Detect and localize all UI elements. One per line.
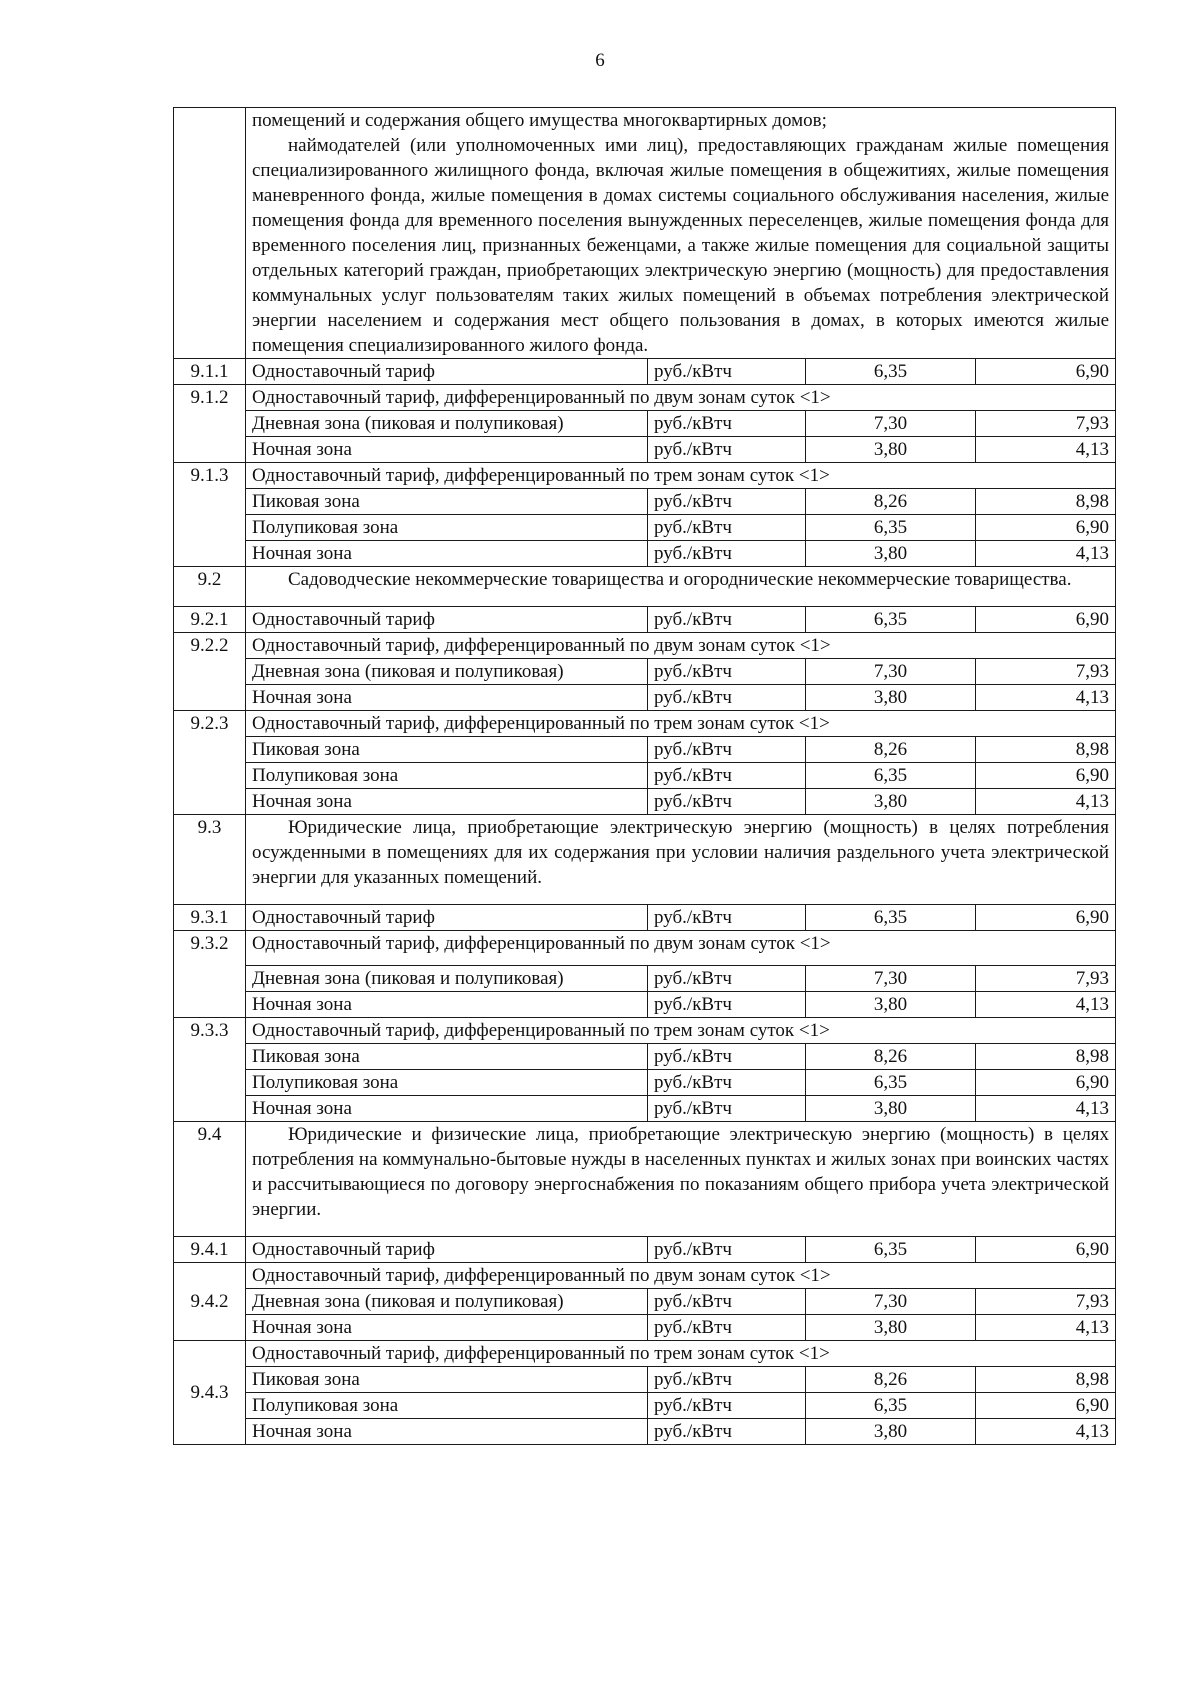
value-second-half: 6,90 xyxy=(976,607,1116,633)
value-second-half: 6,90 xyxy=(976,763,1116,789)
category-description xyxy=(246,567,1116,607)
value-first-half: 6,35 xyxy=(806,607,976,633)
value-first-half: 3,80 xyxy=(806,1315,976,1341)
value-first-half: 3,80 xyxy=(806,437,976,463)
tariff-name: Одноставочный тариф, дифференцированный по двум зонам суток <1> xyxy=(246,1263,1116,1289)
value-second-half: 4,13 xyxy=(976,789,1116,815)
zone-name: Дневная зона (пиковая и полупиковая) xyxy=(246,966,648,992)
table-row xyxy=(174,1070,1116,1096)
value-second-half: 7,93 xyxy=(976,966,1116,992)
value-second-half: 7,93 xyxy=(976,1289,1116,1315)
unit-cell: руб./кВтч xyxy=(648,1070,806,1096)
value-second-half: 6,90 xyxy=(976,1070,1116,1096)
table-row xyxy=(174,1044,1116,1070)
zone-name: Ночная зона xyxy=(246,685,648,711)
value-first-half: 8,26 xyxy=(806,1367,976,1393)
page-number: 6 xyxy=(595,50,605,71)
table-row xyxy=(174,1419,1116,1445)
row-number: 9.1.2 xyxy=(174,385,246,463)
zone-name: Ночная зона xyxy=(246,1419,648,1445)
value-first-half: 6,35 xyxy=(806,359,976,385)
value-first-half: 3,80 xyxy=(806,789,976,815)
table-row xyxy=(174,1315,1116,1341)
value-second-half: 6,90 xyxy=(976,1393,1116,1419)
value-second-half: 8,98 xyxy=(976,1367,1116,1393)
value-second-half: 4,13 xyxy=(976,992,1116,1018)
value-second-half: 7,93 xyxy=(976,411,1116,437)
unit-cell: руб./кВтч xyxy=(648,1367,806,1393)
table-row xyxy=(174,515,1116,541)
table-row xyxy=(174,966,1116,992)
tariff-name: Одноставочный тариф, дифференцированный по трем зонам суток <1> xyxy=(246,711,1116,737)
table-row xyxy=(174,763,1116,789)
unit-cell: руб./кВтч xyxy=(648,737,806,763)
zone-name: Дневная зона (пиковая и полупиковая) xyxy=(246,659,648,685)
value-first-half: 8,26 xyxy=(806,1044,976,1070)
table-row xyxy=(174,1096,1116,1122)
value-second-half: 6,90 xyxy=(976,1237,1116,1263)
value-second-half: 4,13 xyxy=(976,1419,1116,1445)
table-row xyxy=(174,411,1116,437)
unit-cell: руб./кВтч xyxy=(648,1044,806,1070)
row-number: 9.2.3 xyxy=(174,711,246,815)
value-first-half: 6,35 xyxy=(806,905,976,931)
row-number: 9.2.1 xyxy=(174,607,246,633)
tariff-name: Одноставочный тариф, дифференцированный по трем зонам суток <1> xyxy=(246,1018,1116,1044)
unit-cell: руб./кВтч xyxy=(648,966,806,992)
table-row xyxy=(174,463,1116,489)
tariff-name: Одноставочный тариф, дифференцированный по трем зонам суток <1> xyxy=(246,463,1116,489)
table-row xyxy=(174,437,1116,463)
category-text: Юридические и физические лица, приобретающие электрическую энергию (мощность) в целях потребления на коммунально-бытовые нужды в населенных пунктах и жилых зонах при воинских частях и рассчитывающиеся по договору энергоснабжения по показаниям общего прибора учета электрической энергии. xyxy=(252,1124,1110,1220)
unit-cell: руб./кВтч xyxy=(648,1237,806,1263)
table-row xyxy=(174,789,1116,815)
value-first-half: 7,30 xyxy=(806,966,976,992)
table-row xyxy=(174,992,1116,1018)
row-number: 9.4.2 xyxy=(174,1263,246,1341)
value-first-half: 3,80 xyxy=(806,685,976,711)
row-number: 9.1.3 xyxy=(174,463,246,567)
unit-cell: руб./кВтч xyxy=(648,789,806,815)
row-number: 9.4.3 xyxy=(174,1341,246,1445)
table-row xyxy=(174,711,1116,737)
value-first-half: 6,35 xyxy=(806,1393,976,1419)
zone-name: Пиковая зона xyxy=(246,737,648,763)
unit-cell: руб./кВтч xyxy=(648,685,806,711)
tariff-name: Одноставочный тариф, дифференцированный по двум зонам суток <1> xyxy=(246,385,1116,411)
unit-cell: руб./кВтч xyxy=(648,359,806,385)
table-row xyxy=(174,931,1116,966)
value-second-half: 8,98 xyxy=(976,1044,1116,1070)
row-number: 9.3.3 xyxy=(174,1018,246,1122)
table-row xyxy=(174,1393,1116,1419)
row-number xyxy=(174,108,246,359)
row-number: 9.2.2 xyxy=(174,633,246,711)
tariff-name: Одноставочный тариф xyxy=(246,359,648,385)
value-first-half: 3,80 xyxy=(806,1419,976,1445)
unit-cell: руб./кВтч xyxy=(648,992,806,1018)
table-row xyxy=(174,685,1116,711)
table-row xyxy=(174,815,1116,905)
zone-name: Ночная зона xyxy=(246,1096,648,1122)
value-second-half: 4,13 xyxy=(976,437,1116,463)
value-second-half: 4,13 xyxy=(976,1096,1116,1122)
table-row xyxy=(174,1122,1116,1237)
value-first-half: 6,35 xyxy=(806,1237,976,1263)
value-first-half: 6,35 xyxy=(806,1070,976,1096)
zone-name: Дневная зона (пиковая и полупиковая) xyxy=(246,1289,648,1315)
intro-paragraph: наймодателей (или уполномоченных ими лиц), предоставляющих гражданам жилые помещения специализированного жилищного фонда, включая жилые помещения в общежитиях, жилые помещения маневренного фонда, жилые помещения в домах системы социального обслуживания населения, жилые помещения фонда для временного поселения вынужденных переселенцев, жилые помещения фонда для временного поселения лиц, признанных беженцами, а также жилые помещения для социальной защиты отдельных категорий граждан, приобретающих электрическую энергию (мощность) для предоставления коммунальных услуг пользователям таких жилых помещений в объемах потребления электрической энергии населением и содержания мест общего пользования в домах, в которых имеются жилые помещения специализированного жилого фонда. xyxy=(252,135,1110,356)
category-text: Садоводческие некоммерческие товарищества и огороднические некоммерческие товарищества. xyxy=(288,569,1072,590)
row-number: 9.4 xyxy=(174,1122,246,1237)
value-first-half: 3,80 xyxy=(806,992,976,1018)
unit-cell: руб./кВтч xyxy=(648,411,806,437)
row-number: 9.3.2 xyxy=(174,931,246,1018)
tariff-name: Одноставочный тариф, дифференцированный по трем зонам суток <1> xyxy=(246,1341,1116,1367)
category-description xyxy=(246,108,1116,359)
zone-name: Полупиковая зона xyxy=(246,1393,648,1419)
table-row xyxy=(174,659,1116,685)
unit-cell: руб./кВтч xyxy=(648,607,806,633)
unit-cell: руб./кВтч xyxy=(648,905,806,931)
zone-name: Ночная зона xyxy=(246,541,648,567)
table-row xyxy=(174,1263,1116,1289)
zone-name: Пиковая зона xyxy=(246,489,648,515)
table-row xyxy=(174,607,1116,633)
table-row xyxy=(174,108,1116,359)
category-description xyxy=(246,815,1116,905)
row-number: 9.3 xyxy=(174,815,246,905)
value-first-half: 3,80 xyxy=(806,541,976,567)
value-second-half: 6,90 xyxy=(976,515,1116,541)
value-first-half: 6,35 xyxy=(806,763,976,789)
value-second-half: 6,90 xyxy=(976,359,1116,385)
table-row xyxy=(174,385,1116,411)
value-second-half: 4,13 xyxy=(976,685,1116,711)
row-number: 9.1.1 xyxy=(174,359,246,385)
table-row xyxy=(174,1018,1116,1044)
tariff-name: Одноставочный тариф xyxy=(246,905,648,931)
table-row xyxy=(174,567,1116,607)
value-second-half: 8,98 xyxy=(976,737,1116,763)
tariff-name: Одноставочный тариф xyxy=(246,607,648,633)
unit-cell: руб./кВтч xyxy=(648,1096,806,1122)
table-row xyxy=(174,633,1116,659)
value-first-half: 8,26 xyxy=(806,489,976,515)
zone-name: Ночная зона xyxy=(246,437,648,463)
tariff-table xyxy=(173,107,1116,1445)
value-second-half: 8,98 xyxy=(976,489,1116,515)
zone-name: Ночная зона xyxy=(246,992,648,1018)
unit-cell: руб./кВтч xyxy=(648,1289,806,1315)
value-first-half: 3,80 xyxy=(806,1096,976,1122)
category-description xyxy=(246,1122,1116,1237)
unit-cell: руб./кВтч xyxy=(648,1393,806,1419)
value-second-half: 4,13 xyxy=(976,1315,1116,1341)
value-first-half: 7,30 xyxy=(806,659,976,685)
row-number: 9.3.1 xyxy=(174,905,246,931)
unit-cell: руб./кВтч xyxy=(648,515,806,541)
zone-name: Пиковая зона xyxy=(246,1367,648,1393)
row-number: 9.2 xyxy=(174,567,246,607)
unit-cell: руб./кВтч xyxy=(648,1315,806,1341)
zone-name: Пиковая зона xyxy=(246,1044,648,1070)
value-second-half: 6,90 xyxy=(976,905,1116,931)
table-row xyxy=(174,359,1116,385)
zone-name: Полупиковая зона xyxy=(246,515,648,541)
unit-cell: руб./кВтч xyxy=(648,437,806,463)
tariff-name: Одноставочный тариф, дифференцированный по двум зонам суток <1> xyxy=(246,633,1116,659)
category-text: Юридические лица, приобретающие электрическую энергию (мощность) в целях потребления осужденными в помещениях для их содержания при условии наличия раздельного учета электрической энергии для указанных помещений. xyxy=(252,817,1110,888)
zone-name: Дневная зона (пиковая и полупиковая) xyxy=(246,411,648,437)
unit-cell: руб./кВтч xyxy=(648,489,806,515)
unit-cell: руб./кВтч xyxy=(648,1419,806,1445)
unit-cell: руб./кВтч xyxy=(648,659,806,685)
table-row xyxy=(174,489,1116,515)
value-second-half: 7,93 xyxy=(976,659,1116,685)
table-row xyxy=(174,1341,1116,1367)
table-row xyxy=(174,1289,1116,1315)
table-row xyxy=(174,905,1116,931)
tariff-name: Одноставочный тариф, дифференцированный по двум зонам суток <1> xyxy=(246,931,1116,966)
zone-name: Полупиковая зона xyxy=(246,763,648,789)
intro-line: помещений и содержания общего имущества многоквартирных домов; xyxy=(252,110,827,131)
value-first-half: 7,30 xyxy=(806,411,976,437)
zone-name: Ночная зона xyxy=(246,1315,648,1341)
unit-cell: руб./кВтч xyxy=(648,763,806,789)
table-row xyxy=(174,1367,1116,1393)
row-number: 9.4.1 xyxy=(174,1237,246,1263)
tariff-name: Одноставочный тариф xyxy=(246,1237,648,1263)
value-second-half: 4,13 xyxy=(976,541,1116,567)
value-first-half: 6,35 xyxy=(806,515,976,541)
zone-name: Ночная зона xyxy=(246,789,648,815)
value-first-half: 8,26 xyxy=(806,737,976,763)
table-row xyxy=(174,737,1116,763)
zone-name: Полупиковая зона xyxy=(246,1070,648,1096)
table-row xyxy=(174,541,1116,567)
value-first-half: 7,30 xyxy=(806,1289,976,1315)
table-row xyxy=(174,1237,1116,1263)
unit-cell: руб./кВтч xyxy=(648,541,806,567)
